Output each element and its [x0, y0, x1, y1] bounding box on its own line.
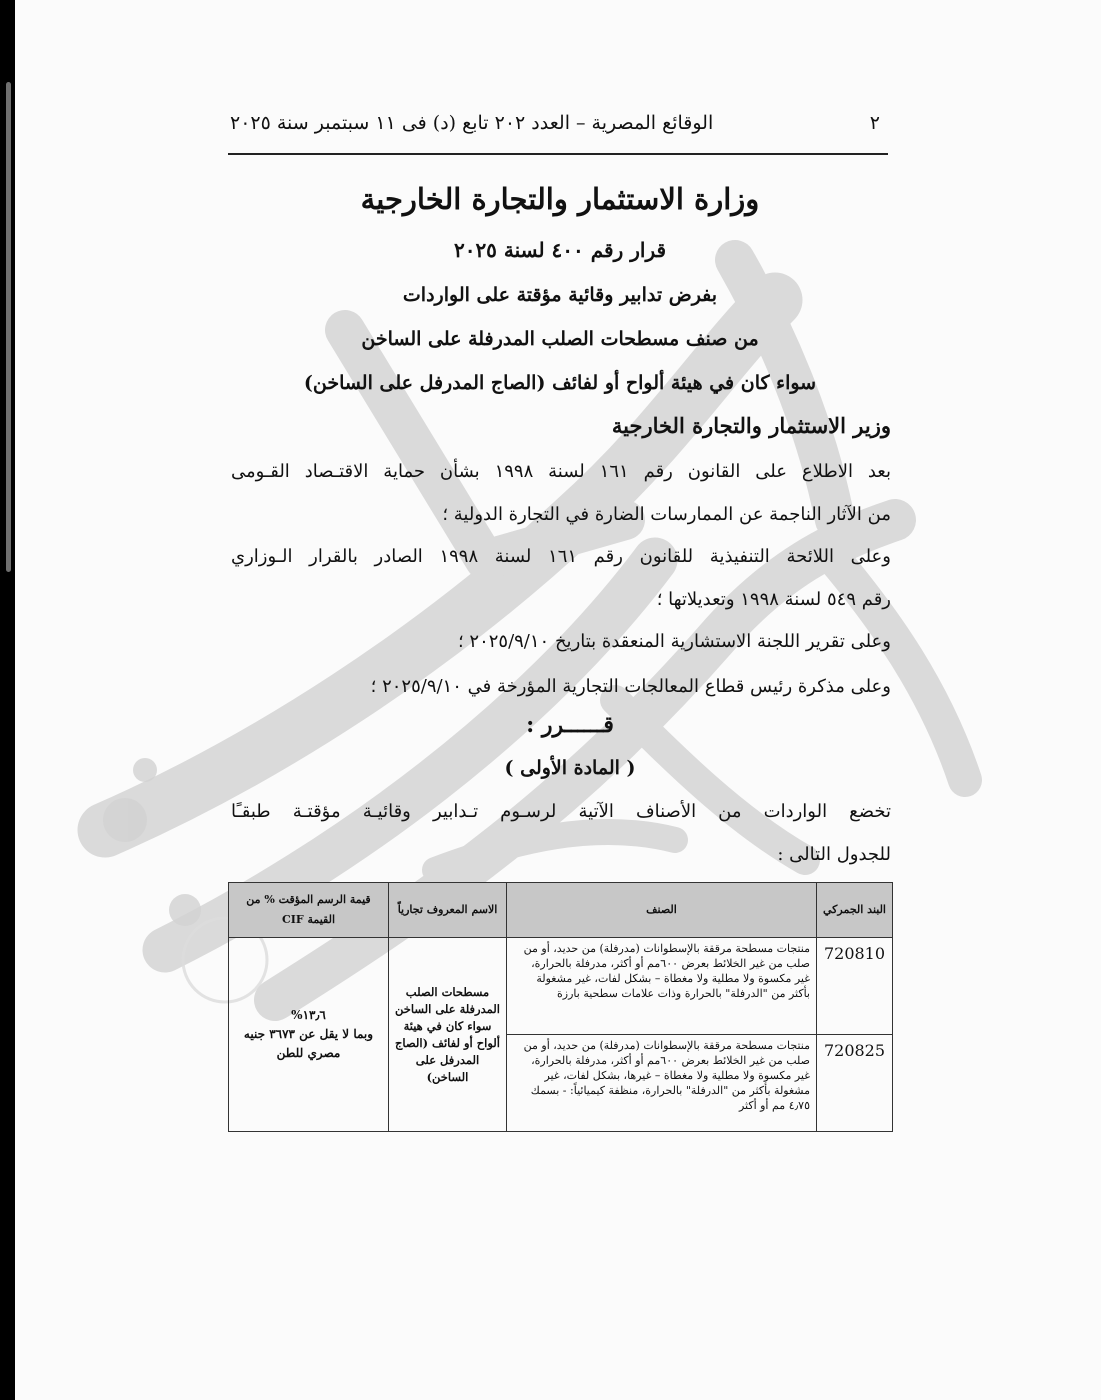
tariff-table	[228, 882, 893, 1132]
header-customs-code: البند الجمركي	[817, 883, 893, 938]
preamble-line-1: بعد الاطلاع على القانون رقم ١٦١ لسنة ١٩٩٨ بشأن حماية الاقتـصاد القـومى	[231, 461, 892, 482]
header-duty-rate: قيمة الرسم المؤقت % من القيمة CIF	[229, 883, 389, 938]
article-title: ( المادة الأولى )	[504, 757, 636, 779]
preamble-line-4: رقم ٥٤٩ لسنة ١٩٩٨ وتعديلاتها ؛	[656, 589, 891, 610]
header-item: الصنف	[507, 883, 817, 938]
table-row	[229, 938, 893, 1035]
page-number: ٢	[869, 112, 880, 134]
preamble-line-5: وعلى تقرير اللجنة الاستشارية المنعقدة بتاريخ ٢٠٢٥/٩/١٠ ؛	[457, 631, 891, 652]
preamble-line-6: وعلى مذكرة رئيس قطاع المعالجات التجارية المؤرخة في ٢٠٢٥/٩/١٠ ؛	[370, 676, 891, 697]
decree-subtitle-line-2: من صنف مسطحات الصلب المدرفلة على الساخن	[361, 328, 759, 350]
duty-rate-cell	[229, 938, 389, 1132]
duty-rate-value: ١٣٫٦%	[291, 1008, 326, 1022]
article-text-line-1: تخضع الواردات من الأصناف الآتية لرسـوم تـدابير وقائيـة مؤقتـة طبقـًا	[231, 801, 891, 822]
ministry-title: وزارة الاستثمار والتجارة الخارجية	[360, 182, 760, 216]
header-common-name: الاسم المعروف تجارياً	[389, 883, 507, 938]
gazette-issue: الوقائع المصرية – العدد ٢٠٢ تابع (د) فى ١١ سبتمبر سنة ٢٠٢٥	[230, 112, 714, 134]
decree-subtitle-line-1: بفرض تدابير وقائية مؤقتة على الواردات	[402, 284, 718, 306]
decree-number: قرار رقم ٤٠٠ لسنة ٢٠٢٥	[453, 238, 667, 262]
minister-title: وزير الاستثمار والتجارة الخارجية	[611, 413, 891, 438]
item-description-cell: منتجات مسطحة مرققة بالإسطوانات (مدرفلة) من حديد، أو من صلب من غير الخلائط بعرض ٦٠٠مم أو أكثر، مدرفلة بالحرارة، غير مكسوة ولا مطلية ولا مغطاة – غيرها، بشكل لفات، غير مشغولة بأكثر من "الدرفلة" بالحرارة، منظفة كيميائياً: - بسمك ٤٫٧٥ مم أو أكثر	[507, 1035, 817, 1132]
duty-minimum-value: وبما لا يقل عن ٣٦٧٣ جنيه مصري للطن	[243, 1027, 374, 1060]
customs-code-cell: 720810	[817, 938, 893, 1035]
article-text-line-2: للجدول التالى :	[777, 844, 891, 865]
decree-subtitle-line-3: سواء كان في هيئة ألواح أو لفائف (الصاج المدرفل على الساخن)	[303, 372, 817, 394]
decided-heading: قــــــرر :	[526, 712, 614, 738]
document-page	[15, 0, 1101, 1400]
preamble-line-3: وعلى اللائحة التنفيذية للقانون رقم ١٦١ لسنة ١٩٩٨ الصادر بالقرار الـوزاري	[231, 546, 891, 567]
preamble-line-2: من الآثار الناجمة عن الممارسات الضارة في التجارة الدولية ؛	[442, 504, 891, 525]
item-description-cell: منتجات مسطحة مرققة بالإسطوانات (مدرفلة) من حديد، أو من صلب من غير الخلائط بعرض ٦٠٠مم أو أكثر، مدرفلة بالحرارة، غير مكسوة ولا مطلية ولا مغطاة – بشكل لفات، غير مشغولة بأكثر من "الدرفلة" بالحرارة وذات علامات سطحية بارزة	[507, 938, 817, 1035]
customs-code-cell: 720825	[817, 1035, 893, 1132]
header-divider	[228, 153, 888, 155]
scrollbar[interactable]	[6, 82, 11, 572]
common-name-cell: مسطحات الصلب المدرفلة على الساخن سواء كان في هيئة ألواح أو لفائف (الصاج المدرفل على الساخن)	[389, 938, 507, 1132]
running-header	[230, 112, 880, 134]
table-header-row	[229, 883, 893, 938]
